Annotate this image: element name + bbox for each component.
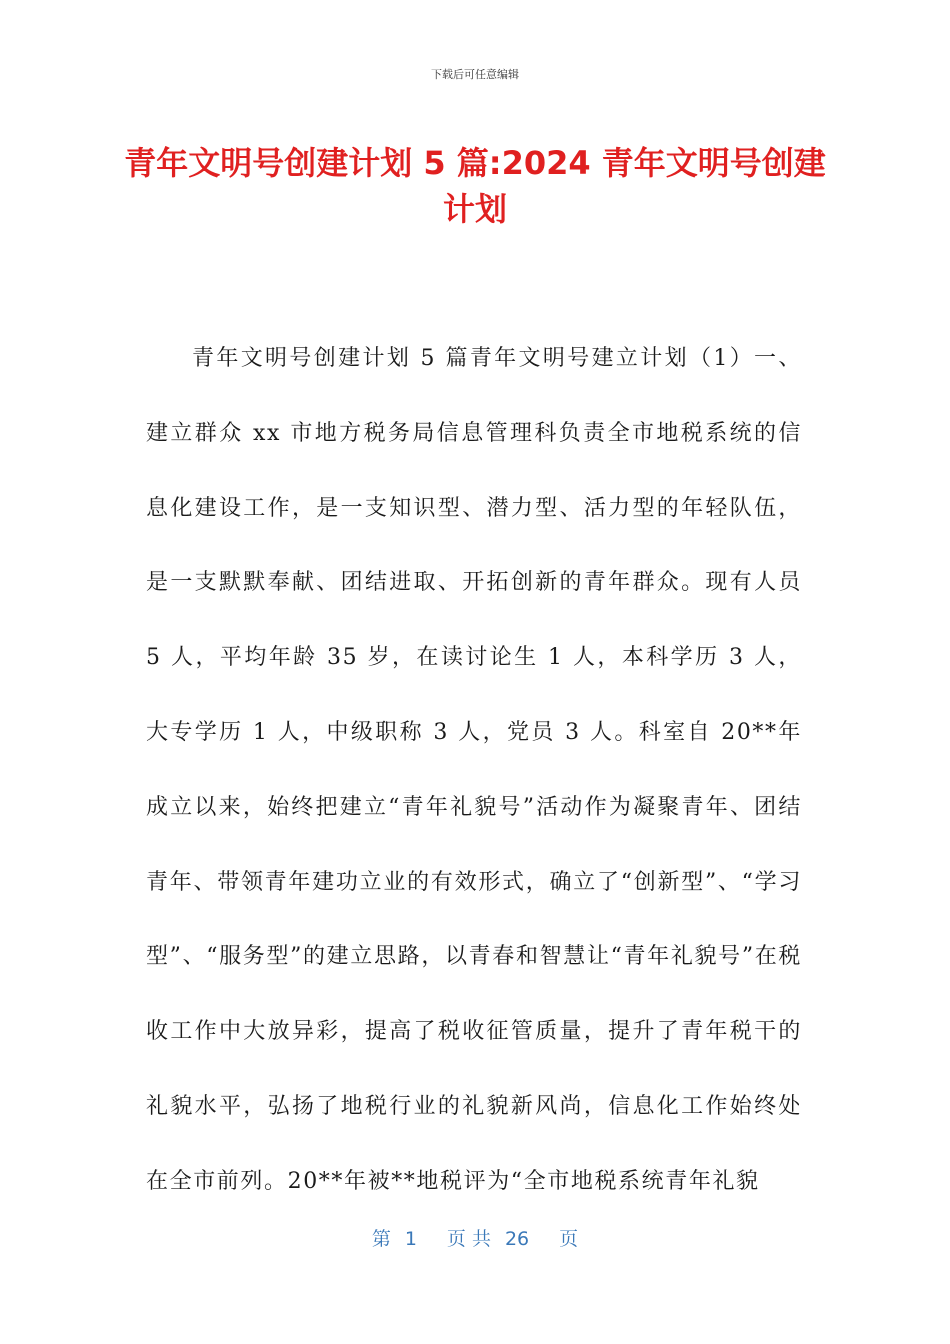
page-footer (0, 1224, 950, 1251)
document-body: 青年文明号创建计划 5 篇青年文明号建立计划（1）一、建立群众 xx 市地方税务局信息管理科负责全市地税系统的信息化建设工作，是一支知识型、潜力型、活力型的年轻队伍，是一支默默奉献、团结进取、开拓创新的青年群众。现有人员 5 人，平均年龄 35 岁，在读讨论生 1 人，本科学历 3 人，大专学历 1 人，中级职称 3 人，党员 3 人。科室自 20**年成立以来，始终把建立“青年礼貌号”活动作为凝聚青年、团结青年、带领青年建功立业的有效形式，确立了“创新型”、“学习型”、“服务型”的建立思路，以青春和智慧让“青年礼貌号”在税收工作中大放异彩，提高了税收征管质量，提升了青年税干的礼貌水平，弘扬了地税行业的礼貌新风尚，信息化工作始终处在全市前列。20**年被**地税评为“全市地税系统青年礼貌 (146, 346, 802, 1194)
page-mid: 页 共 (446, 1228, 491, 1250)
page-prefix: 第 (371, 1228, 391, 1250)
page-suffix: 页 (559, 1228, 579, 1250)
header-note: 下载后可任意编辑 (431, 68, 519, 81)
document-title: 青年文明号创建计划 5 篇:2024 青年文明号创建计划 (124, 144, 826, 228)
page-total: 26 (504, 1228, 530, 1250)
page-current: 1 (404, 1228, 417, 1250)
